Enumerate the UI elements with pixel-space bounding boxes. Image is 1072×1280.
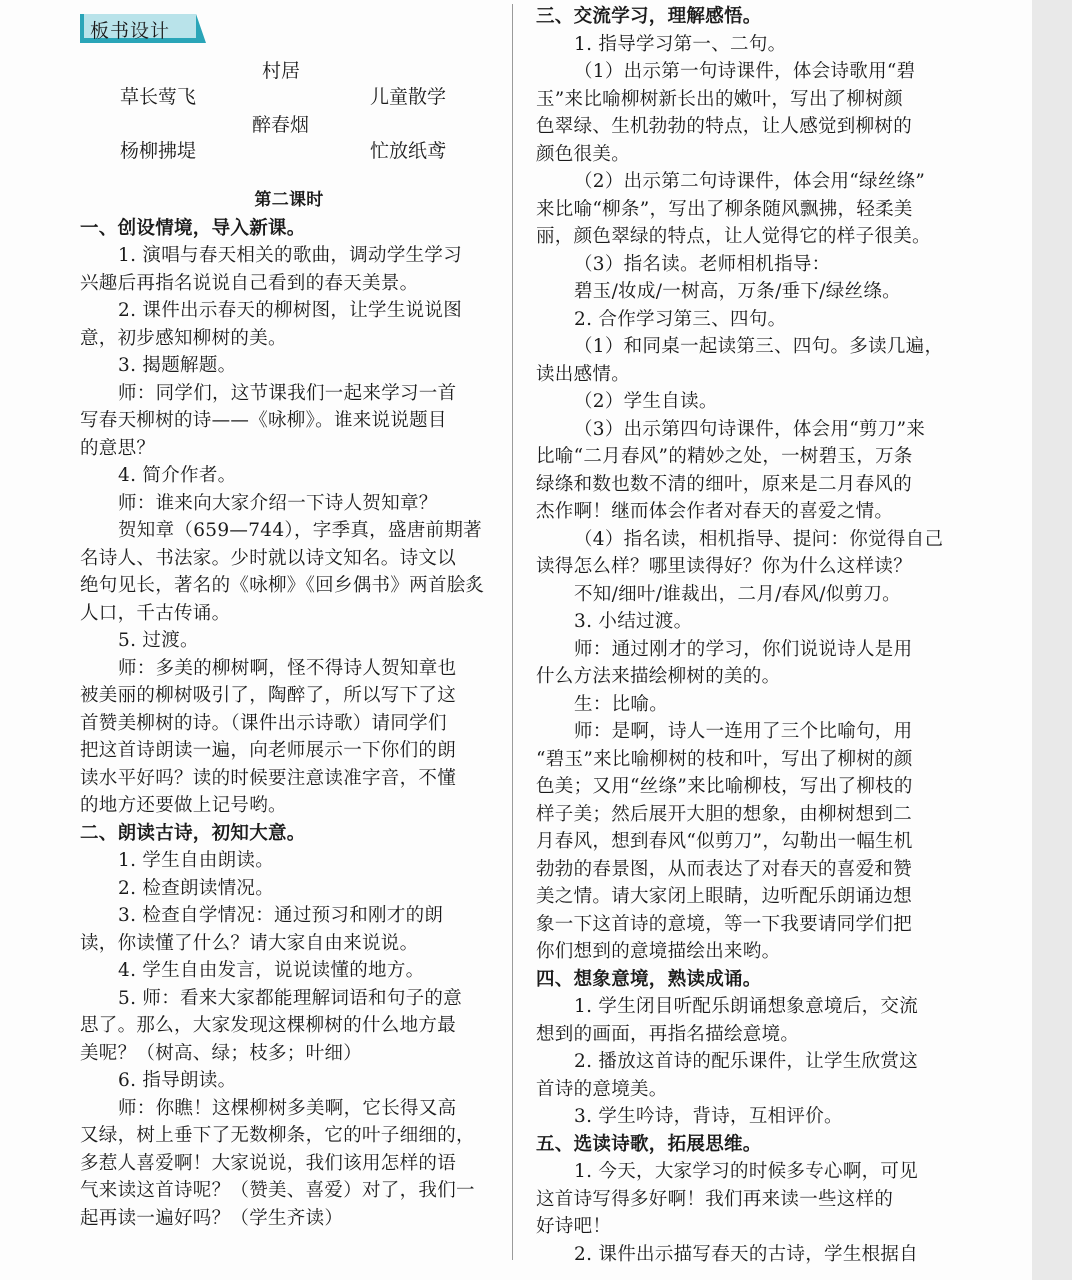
text-line: （4）指名读，相机指导、提问：你觉得自己 bbox=[574, 528, 944, 550]
text-line: 色翠绿、生机勃勃的特点，让人感觉到柳树的 bbox=[536, 116, 913, 137]
text-line: （1）出示第一句诗课件，体会诗歌用“碧 bbox=[574, 61, 916, 82]
text-line: 2. 课件出示春天的柳树图，让学生说说图 bbox=[118, 300, 463, 321]
page-edge bbox=[1032, 0, 1072, 1280]
text-line: 2. 播放这首诗的配乐课件，让学生欣赏这 bbox=[574, 1051, 919, 1072]
text-line: 读水平好吗？读的时候要注意读准字音，不懂 bbox=[80, 767, 457, 789]
banner-label: 板书设计 bbox=[90, 20, 171, 42]
text-line: 1. 学生闭目听配乐朗诵想象意境后，交流 bbox=[574, 996, 919, 1017]
text-line: 6. 指导朗读。 bbox=[118, 1070, 237, 1091]
text-line: 比喻“二月春风”的精妙之处，一树碧玉，万条 bbox=[536, 446, 913, 467]
text-line: 好诗吧！ bbox=[536, 1216, 612, 1237]
text-line: 月春风，想到春风“似剪刀”，勾勒出一幅生机 bbox=[536, 831, 913, 852]
text-line: 绿绦和数也数不清的细叶，原来是二月春风的 bbox=[536, 473, 913, 495]
board-title: 村居 bbox=[262, 60, 301, 82]
text-line: 5. 师：看来大家都能理解词语和句子的意 bbox=[118, 987, 463, 1009]
text-line: 起再读一遍好吗？（学生齐读） bbox=[80, 1207, 344, 1229]
text-line: 颜色很美。 bbox=[536, 143, 631, 165]
text-line: 样子美；然后展开大胆的想象，由柳树想到二 bbox=[536, 803, 913, 825]
text-line: 气来读这首诗呢？（赞美、喜爱）对了，我们一 bbox=[80, 1180, 475, 1201]
text-line: 师：通过刚才的学习，你们说说诗人是用 bbox=[574, 638, 913, 660]
text-line: 什么方法来描绘柳树的美的。 bbox=[536, 666, 781, 687]
text-line: 写春天柳树的诗——《咏柳》。谁来说说题目 bbox=[80, 410, 447, 431]
text-line: 师：谁来向大家介绍一下诗人贺知章？ bbox=[118, 492, 438, 514]
text-line: 师：同学们，这节课我们一起来学习一首 bbox=[118, 382, 457, 404]
section-heading: 一、创设情境，导入新课。 bbox=[80, 217, 306, 239]
text-line: 丽，颜色翠绿的特点，让人觉得它的样子很美。 bbox=[536, 226, 931, 247]
text-line: 杰作啊！继而体会作者对春天的喜爱之情。 bbox=[536, 501, 894, 522]
section-banner bbox=[80, 12, 208, 46]
text-line: 3. 小结过渡。 bbox=[574, 611, 693, 632]
text-line: 思了。那么，大家发现这棵柳树的什么地方最 bbox=[80, 1015, 457, 1036]
text-line: 生：比喻。 bbox=[574, 693, 669, 715]
text-line: 把这首诗朗读一遍，向老师展示一下你们的朗 bbox=[80, 740, 457, 761]
section-heading: 四、想象意境，熟读成诵。 bbox=[536, 968, 762, 990]
text-line: 2. 检查朗读情况。 bbox=[118, 877, 275, 899]
text-line: 意，初步感知柳树的美。 bbox=[80, 327, 287, 349]
text-line: 5. 过渡。 bbox=[118, 630, 199, 651]
text-line: 碧玉/妆成/一树高，万条/垂下/绿丝绦。 bbox=[574, 281, 901, 302]
text-line: 4. 简介作者。 bbox=[118, 465, 237, 486]
text-line: 想到的画面，再指名描绘意境。 bbox=[536, 1023, 800, 1045]
text-line: 名诗人、书法家。少时就以诗文知名。诗文以 bbox=[80, 547, 457, 569]
text-line: 3. 学生吟诗，背诗，互相评价。 bbox=[574, 1106, 843, 1127]
text-line: 美呢？（树高、绿；枝多；叶细） bbox=[80, 1042, 363, 1064]
text-line: 象一下这首诗的意境，等一下我要请同学们把 bbox=[536, 913, 913, 935]
text-line: 你们想到的意境描绘出来哟。 bbox=[536, 941, 781, 962]
text-line: 色美；又用“丝绦”来比喻柳枝，写出了柳枝的 bbox=[536, 776, 913, 797]
text-line: 首诗的意境美。 bbox=[536, 1078, 668, 1100]
board-right-bottom: 忙放纸鸢 bbox=[370, 140, 447, 162]
text-line: 兴趣后再指名说说自己看到的春天美景。 bbox=[80, 272, 419, 294]
text-line: 1. 演唱与春天相关的歌曲，调动学生学习 bbox=[118, 245, 463, 266]
text-line: 不知/细叶/谁裁出，二月/春风/似剪刀。 bbox=[574, 583, 901, 605]
text-line: （1）和同桌一起读第三、四句。多读几遍， bbox=[574, 336, 944, 357]
text-line: （2）出示第二句诗课件，体会用“绿丝绦” bbox=[574, 171, 926, 192]
board-right-top: 儿童散学 bbox=[370, 86, 447, 108]
text-line: 3. 揭题解题。 bbox=[118, 355, 237, 376]
text-line: 1. 学生自由朗读。 bbox=[118, 850, 275, 871]
column-divider bbox=[512, 4, 513, 1260]
text-line: （2）学生自读。 bbox=[574, 391, 718, 412]
text-line: 这首诗写得多好啊！我们再来读一些这样的 bbox=[536, 1188, 894, 1210]
text-line: 3. 检查自学情况：通过预习和刚才的朗 bbox=[118, 905, 444, 926]
section-heading: 五、选读诗歌，拓展思维。 bbox=[536, 1133, 762, 1155]
text-line: 师：多美的柳树啊，怪不得诗人贺知章也 bbox=[118, 657, 457, 679]
text-line: （3）出示第四句诗课件，体会用“剪刀”来 bbox=[574, 418, 926, 440]
right-text-flow bbox=[536, 3, 948, 1268]
text-line: 勃勃的春景图，从而表达了对春天的喜爱和赞 bbox=[536, 858, 913, 880]
board-left-top: 草长莺飞 bbox=[120, 86, 197, 108]
text-line: 师：是啊，诗人一连用了三个比喻句，用 bbox=[574, 721, 913, 742]
text-line: 的意思？ bbox=[80, 437, 156, 459]
text-line: 1. 指导学习第一、二句。 bbox=[574, 33, 787, 55]
text-line: 师：你瞧！这棵柳树多美啊，它长得又高 bbox=[118, 1097, 457, 1119]
text-line: 首赞美柳树的诗。（课件出示诗歌）请同学们 bbox=[80, 712, 447, 734]
text-line: 的地方还要做上记号哟。 bbox=[80, 795, 287, 816]
text-line: 被美丽的柳树吸引了，陶醉了，所以写下了这 bbox=[80, 685, 457, 706]
text-line: 1. 今天，大家学习的时候多专心啊，可见 bbox=[574, 1161, 919, 1182]
text-line: 4. 学生自由发言，说说读懂的地方。 bbox=[118, 960, 425, 981]
text-line: 又绿，树上垂下了无数柳条，它的叶子细细的， bbox=[80, 1125, 475, 1146]
text-line: 绝句见长，著名的《咏柳》《回乡偶书》两首脍炙 bbox=[80, 575, 485, 596]
text-line: 2. 课件出示描写春天的古诗，学生根据自 bbox=[574, 1243, 919, 1265]
text-line: 2. 合作学习第三、四句。 bbox=[574, 308, 787, 330]
text-line: 读得怎么样？哪里读得好？你为什么这样读？ bbox=[536, 556, 913, 577]
board-center: 醉春烟 bbox=[252, 114, 310, 136]
left-text-flow bbox=[80, 187, 498, 1232]
text-line: 贺知章（659—744），字季真，盛唐前期著 bbox=[118, 520, 482, 541]
text-line: 读出感情。 bbox=[536, 363, 631, 385]
text-line: “碧玉”来比喻柳树的枝和叶，写出了柳树的颜 bbox=[536, 748, 913, 770]
board-left-bottom: 杨柳拂堤 bbox=[120, 140, 197, 162]
text-line: 来比喻“柳条”，写出了柳条随风飘拂，轻柔美 bbox=[536, 198, 913, 220]
board-design bbox=[80, 52, 498, 172]
text-line: 人口，千古传诵。 bbox=[80, 602, 231, 624]
section-heading: 二、朗读古诗，初知大意。 bbox=[80, 822, 306, 844]
text-line: 读，你读懂了什么？请大家自由来说说。 bbox=[80, 932, 419, 954]
lesson-title: 第二课时 bbox=[254, 190, 324, 210]
text-line: 玉”来比喻柳树新长出的嫩叶，写出了柳树颜 bbox=[536, 88, 903, 110]
text-line: 美之情。请大家闭上眼睛，边听配乐朗诵边想 bbox=[536, 886, 913, 907]
section-heading: 三、交流学习，理解感悟。 bbox=[536, 6, 762, 27]
text-line: （3）指名读。老师相机指导： bbox=[574, 253, 831, 275]
text-line: 多惹人喜爱啊！大家说说，我们该用怎样的语 bbox=[80, 1152, 457, 1174]
